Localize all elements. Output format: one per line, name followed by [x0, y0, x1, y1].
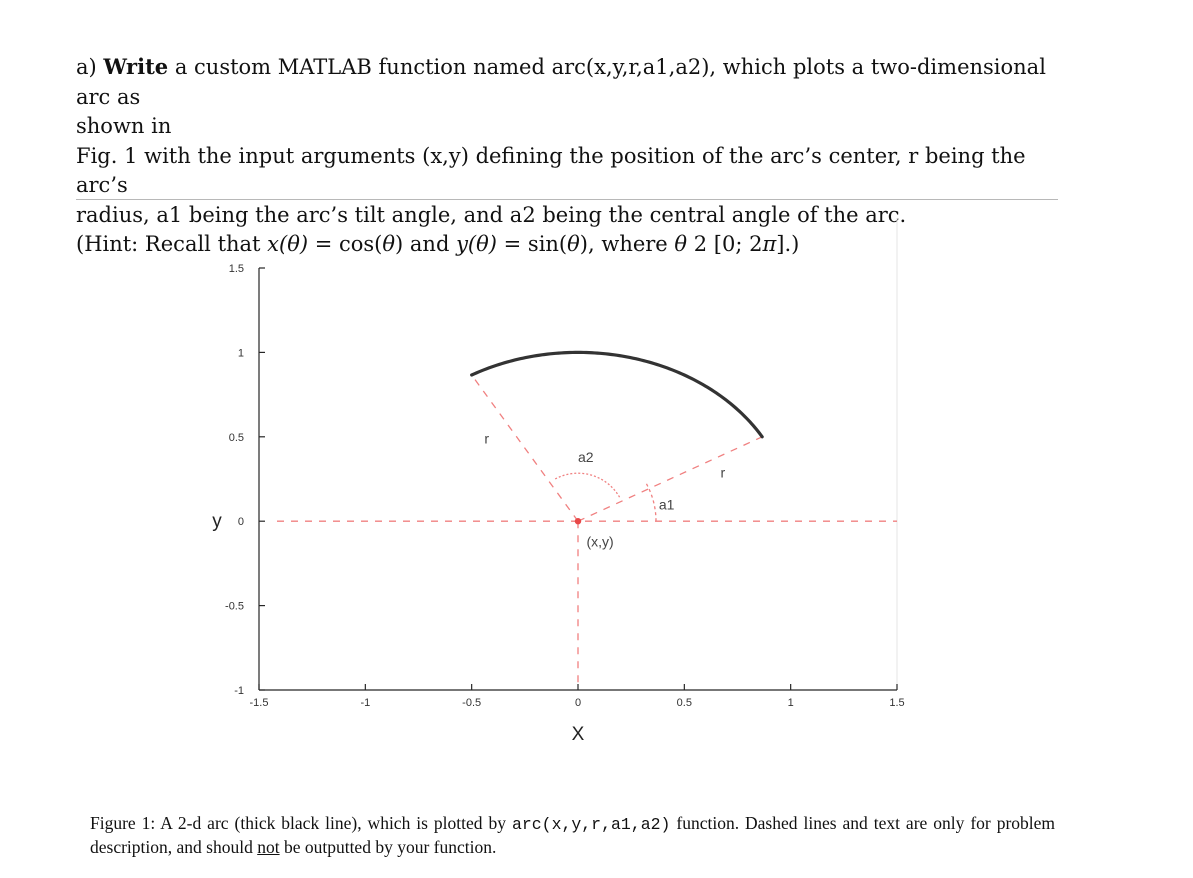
- a1-angle-marker: [646, 482, 656, 521]
- a2-angle-marker: [554, 473, 620, 497]
- label-a2: a2: [578, 449, 594, 466]
- y-tick-label: 1.5: [228, 263, 244, 275]
- arc-group: [472, 352, 762, 524]
- caption-not: not: [257, 837, 280, 857]
- y-tick-label: -1: [234, 685, 244, 697]
- y-axis-label: y: [212, 511, 222, 533]
- x-tick-label: 1: [787, 697, 794, 709]
- guide-lines: [277, 375, 897, 688]
- label-r-left: r: [484, 430, 490, 447]
- x-tick-label: 0.5: [676, 697, 692, 709]
- hint-line: (Hint: Recall that x(θ) = cos(θ) and y(θ) = sin(θ), where θ 2 [0; 2π].): [76, 232, 800, 256]
- y-tick-label: 0.5: [228, 431, 244, 444]
- x-axis-label: X: [571, 724, 585, 745]
- x-tick-label: 0: [574, 697, 582, 709]
- arc-curve: [472, 352, 762, 436]
- figure-caption: Figure 1: A 2-d arc (thick black line), which is plotted by arc(x,y,r,a1,a2) function. Dashed lines and text are only for problem description, and should not be outputted by your function.: [90, 813, 1056, 857]
- annotation-labels: [484, 431, 725, 550]
- y-tick-label: -0.5: [225, 600, 244, 613]
- label-center: (x,y): [586, 533, 614, 550]
- write-emphasis: Write: [103, 54, 169, 79]
- x-tick-label: -1.5: [249, 697, 269, 709]
- axes: [212, 263, 904, 745]
- x-tick-label: -1: [360, 697, 371, 709]
- x-tick-label: 1.5: [889, 697, 905, 709]
- radius-guide-left: [472, 375, 578, 521]
- center-point: [575, 518, 581, 524]
- label-r-right: r: [720, 464, 726, 481]
- question-line-4: radius, a1 being the arc’s tilt angle, and a2 being the central angle of the arc.: [76, 202, 907, 227]
- caption-code: arc(x,y,r,a1,a2): [511, 815, 671, 834]
- question-line-2: shown in: [76, 114, 172, 138]
- y-tick-label: 1: [237, 347, 244, 360]
- x-tick-label: -0.5: [462, 697, 482, 709]
- label-a1: a1: [658, 496, 675, 513]
- question-line-1: a) Write a custom MATLAB function named arc(x,y,r,a1,a2), which plots a two-dimensional arc as: [76, 54, 1046, 109]
- y-tick-label: 0: [237, 516, 244, 529]
- question-line-3: Fig. 1 with the input arguments (x,y) defining the position of the arc’s center, r being the arc’s: [76, 143, 1026, 197]
